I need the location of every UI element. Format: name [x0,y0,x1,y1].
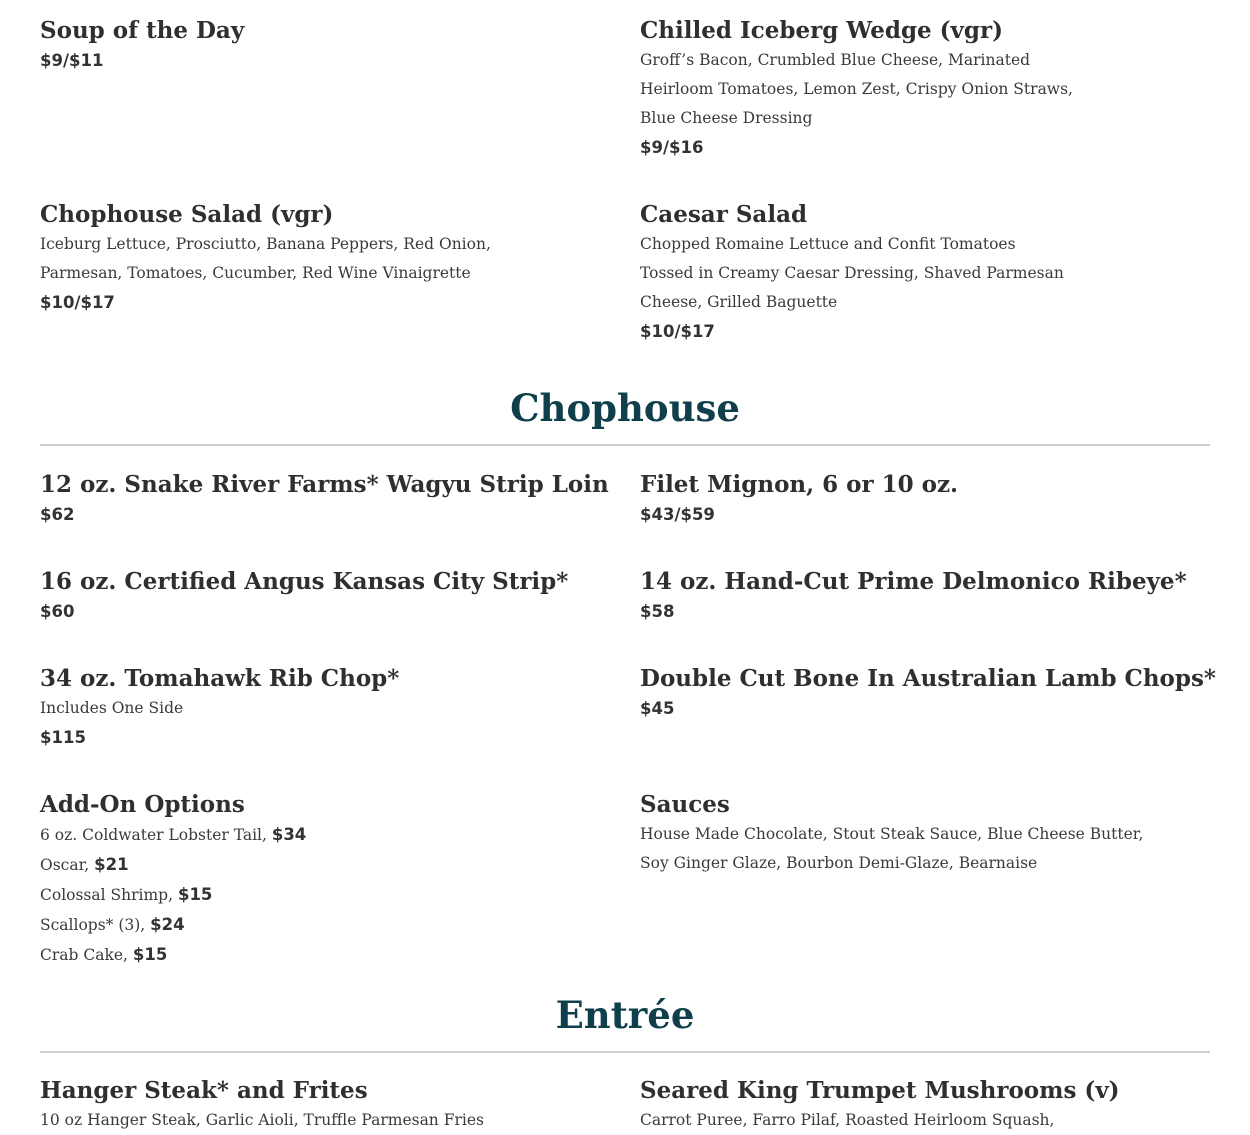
menu-item-lamb-chops [640,664,1216,723]
menu-item-iceberg-wedge [640,16,1200,162]
item-title: Filet Mignon, 6 or 10 oz. [640,471,959,498]
item-price: $10/$17 [640,322,715,341]
item-price: $10/$17 [40,293,115,312]
item-description: Groff’s Bacon, Crumbled Blue Cheese, Marinated Heirloom Tomatoes, Lemon Zest, Crispy Onion Straws, Blue Cheese Dressing [640,51,1073,127]
item-title: 12 oz. Snake River Farms* Wagyu Strip Loin [40,471,609,498]
menu-item-chophouse-salad [40,200,600,317]
item-title: Soup of the Day [40,17,245,44]
section-divider [40,1051,1210,1053]
item-price: $9/$16 [640,138,704,157]
item-title: Caesar Salad [640,201,808,228]
addon-price: $15 [132,945,168,964]
item-price: $60 [40,602,75,621]
menu-item-kansas-city-strip [40,567,600,626]
menu-item-tomahawk [40,664,600,752]
item-price: $115 [40,728,86,747]
addon-line: Oscar, $21 [40,855,129,874]
menu-item-filet-mignon [640,470,1200,529]
item-description: Includes One Side [40,699,184,717]
item-title: Seared King Trumpet Mushrooms (v) [640,1077,1120,1104]
menu-item-delmonico-ribeye [640,567,1200,626]
item-title: 16 oz. Certified Angus Kansas City Strip* [40,568,569,595]
menu-item-soup [40,16,600,75]
item-title: Hanger Steak* and Frites [40,1077,368,1104]
item-description [40,820,600,970]
menu-item-king-trumpet [640,1076,1200,1135]
item-price: $9/$11 [40,51,104,70]
addon-line: 6 oz. Coldwater Lobster Tail, $34 [40,825,307,844]
item-title: Sauces [640,791,730,818]
menu-item-wagyu-strip [40,470,609,529]
menu-item-caesar-salad [640,200,1200,346]
addon-line: Crab Cake, $15 [40,945,168,964]
item-price: $58 [640,602,675,621]
item-title: Chilled Iceberg Wedge (vgr) [640,17,1004,44]
item-title: Add-On Options [40,791,245,818]
section-divider [40,444,1210,446]
menu-item-sauces [640,790,1200,878]
section-heading-chophouse: Chophouse [510,386,740,430]
item-price: $43/$59 [640,505,715,524]
item-description: Iceburg Lettuce, Prosciutto, Banana Peppers, Red Onion, Parmesan, Tomatoes, Cucumber, Red Wine Vinaigrette [40,235,491,282]
addon-price: $24 [150,915,185,934]
item-description: Chopped Romaine Lettuce and Confit Tomatoes Tossed in Creamy Caesar Dressing, Shaved Parmesan Cheese, Grilled Baguette [640,235,1064,311]
menu-item-hanger-steak [40,1076,600,1135]
item-title: 14 oz. Hand-Cut Prime Delmonico Ribeye* [640,568,1187,595]
menu-item-add-on-options [40,790,600,970]
addon-price: $21 [94,855,129,874]
item-price: $45 [640,699,675,718]
item-title: Chophouse Salad (vgr) [40,201,334,228]
section-heading-entree: Entrée [555,993,695,1037]
item-description: 10 oz Hanger Steak, Garlic Aioli, Truffle Parmesan Fries [40,1111,484,1129]
addon-line: Scallops* (3), $24 [40,915,185,934]
addon-line: Colossal Shrimp, $15 [40,885,213,904]
item-title: 34 oz. Tomahawk Rib Chop* [40,665,400,692]
addon-price: $15 [177,885,213,904]
addon-price: $34 [271,825,307,844]
item-title: Double Cut Bone In Australian Lamb Chops* [640,665,1216,692]
item-description: Carrot Puree, Farro Pilaf, Roasted Heirloom Squash, [640,1111,1055,1129]
item-price: $62 [40,505,75,524]
item-description: House Made Chocolate, Stout Steak Sauce, Blue Cheese Butter, Soy Ginger Glaze, Bourbon Demi-Glaze, Bearnaise [640,825,1144,872]
